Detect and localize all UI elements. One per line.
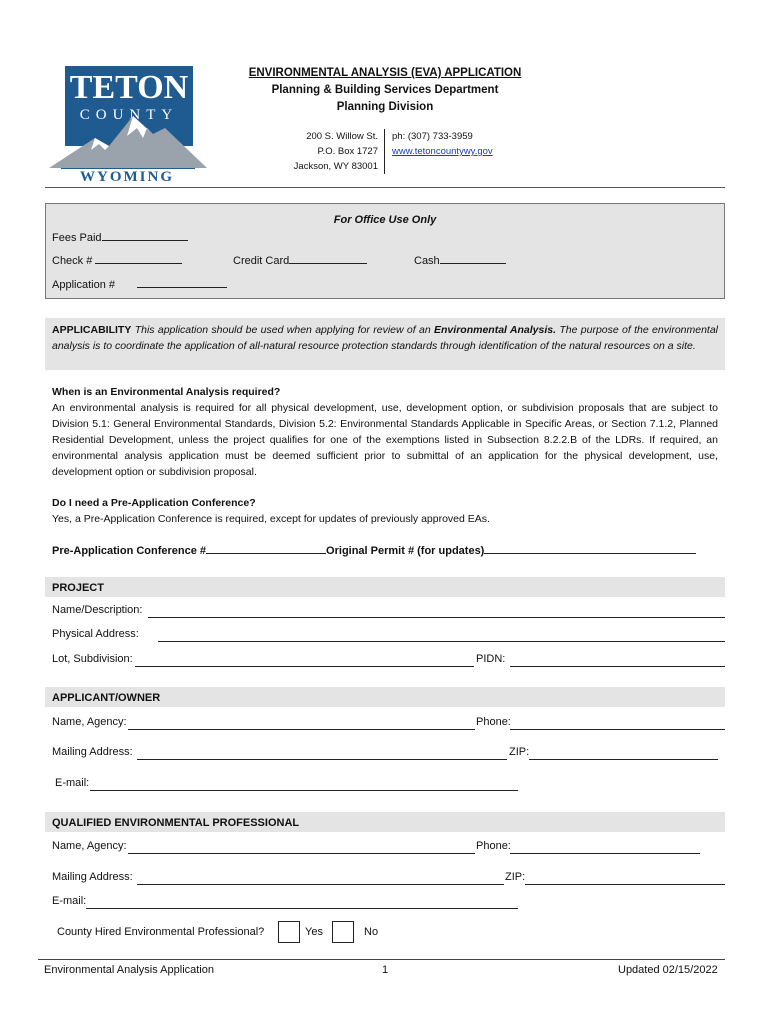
lot-subdivision-label: Lot, Subdivision: <box>52 653 133 665</box>
when-required-heading: When is an Environmental Analysis required? <box>52 386 281 398</box>
check-line <box>95 253 182 264</box>
phone-number: ph: (307) 733-3959 <box>392 131 473 142</box>
office-use-box <box>45 203 725 299</box>
address-line: Jackson, WY 83001 <box>293 161 378 172</box>
cash-label: Cash <box>414 255 440 267</box>
professional-title: QUALIFIED ENVIRONMENTAL PROFESSIONAL <box>52 817 300 829</box>
header-rule <box>45 187 725 188</box>
applicant-title: APPLICANT/OWNER <box>52 692 161 704</box>
applicant-zip-input[interactable] <box>529 759 718 760</box>
cash-line <box>440 253 506 264</box>
department-name: Planning & Building Services Department <box>271 84 499 96</box>
footer-updated-date: Updated 02/15/2022 <box>618 964 718 976</box>
professional-name-label: Name, Agency: <box>52 840 127 852</box>
credit-card-field[interactable] <box>233 253 367 267</box>
application-number-field[interactable] <box>52 277 227 291</box>
applicant-name-label: Name, Agency: <box>52 716 127 728</box>
fees-paid-line <box>102 230 188 241</box>
pidn-input[interactable] <box>510 666 725 667</box>
logo-county: COUNTY <box>79 107 179 123</box>
project-section-bar <box>45 577 725 597</box>
page-number: 1 <box>382 964 389 976</box>
when-required-section <box>52 384 718 480</box>
when-required-body: An environmental analysis is required for all physical development, use, development option, or subdivision proposals that are subject to Division 5.1: General Environmental Standards, Division 5.2: Environmental Standards Applicable in Specific Areas, or Section 7.1.2, Planned Residential Development, unless the project qualifies for one of the exemptions listed in Subsection 8.2.2.B of the LDRs. If required, an environmental analysis application must be deemed sufficient prior to submittal of an application for the physical development, use, development option or subdivision proposal. <box>52 402 718 478</box>
project-name-label: Name/Description: <box>52 604 143 616</box>
applicability-text: This application should be used when applying for review of an <box>134 324 431 336</box>
professional-zip-input[interactable] <box>525 884 725 885</box>
project-title: PROJECT <box>52 582 104 594</box>
physical-address-label: Physical Address: <box>52 628 139 640</box>
applicability-box <box>45 318 725 370</box>
division-name: Planning Division <box>336 101 434 113</box>
applicability-label: APPLICABILITY <box>52 324 132 336</box>
applicant-name-input[interactable] <box>128 729 475 730</box>
professional-mailing-label: Mailing Address: <box>52 871 133 883</box>
professional-name-input[interactable] <box>128 853 475 854</box>
applicant-phone-input[interactable] <box>510 729 725 730</box>
physical-address-input[interactable] <box>158 641 725 642</box>
applicability-emphasis: Environmental Analysis. <box>434 324 556 336</box>
credit-card-label: Credit Card <box>233 255 290 267</box>
header-divider <box>384 129 385 174</box>
office-use-title: For Office Use Only <box>333 214 437 226</box>
original-permit-line <box>484 543 696 554</box>
professional-email-input[interactable] <box>86 908 518 909</box>
pre-app-conference-label: Pre-Application Conference # <box>52 545 207 557</box>
credit-card-line <box>289 253 367 264</box>
applicant-zip-label: ZIP: <box>509 746 530 758</box>
website-link[interactable]: www.tetoncountywy.gov <box>392 146 493 157</box>
professional-phone-input[interactable] <box>510 853 700 854</box>
logo-teton: TETON <box>69 69 189 106</box>
application-number-label: Application # <box>52 279 115 291</box>
footer-form-name: Environmental Analysis Application <box>44 964 214 976</box>
fees-paid-label: Fees Paid <box>52 232 102 244</box>
applicant-email-label: E-mail: <box>55 777 90 789</box>
contact-block <box>392 129 592 159</box>
applicant-mailing-input[interactable] <box>137 759 507 760</box>
pre-app-section <box>52 495 718 527</box>
professional-email-label: E-mail: <box>52 895 87 907</box>
county-hired-yes-label: Yes <box>305 926 323 938</box>
pre-app-body: Yes, a Pre-Application Conference is required, except for updates of previously approved EAs. <box>52 513 490 525</box>
county-hired-label: County Hired Environmental Professional? <box>57 926 265 938</box>
county-hired-yes-checkbox[interactable] <box>278 921 300 943</box>
address-block <box>270 129 378 174</box>
applicant-email-input[interactable] <box>90 790 518 791</box>
professional-mailing-input[interactable] <box>137 884 504 885</box>
application-number-line <box>137 277 227 288</box>
applicant-phone-label: Phone: <box>476 716 511 728</box>
cash-field[interactable] <box>414 253 506 267</box>
check-label: Check # <box>52 255 93 267</box>
address-line: P.O. Box 1727 <box>317 146 378 157</box>
pre-app-conference-field[interactable] <box>52 543 696 557</box>
project-name-input[interactable] <box>148 617 725 618</box>
form-title: ENVIRONMENTAL ANALYSIS (EVA) APPLICATION <box>248 67 522 79</box>
professional-phone-label: Phone: <box>476 840 511 852</box>
teton-county-logo <box>47 64 209 184</box>
fees-paid-field[interactable] <box>52 230 188 244</box>
pidn-label: PIDN: <box>476 653 506 665</box>
pre-app-conference-line <box>206 543 326 554</box>
county-hired-no-label: No <box>364 926 379 938</box>
county-hired-no-checkbox[interactable] <box>332 921 354 943</box>
lot-subdivision-input[interactable] <box>135 666 474 667</box>
professional-zip-label: ZIP: <box>505 871 526 883</box>
logo-wyoming: WYOMING <box>80 169 174 184</box>
check-field[interactable] <box>52 253 182 267</box>
footer-rule <box>38 959 725 960</box>
pre-app-heading: Do I need a Pre-Application Conference? <box>52 497 256 509</box>
address-line: 200 S. Willow St. <box>306 131 378 142</box>
original-permit-label: Original Permit # (for updates) <box>326 545 485 557</box>
applicant-mailing-label: Mailing Address: <box>52 746 133 758</box>
header-titles <box>200 65 570 116</box>
applicability-text: The purpose of the environmental analysis is to coordinate the application of all-natural resource protection standards through identification of the natural resources on a site. <box>52 324 719 352</box>
